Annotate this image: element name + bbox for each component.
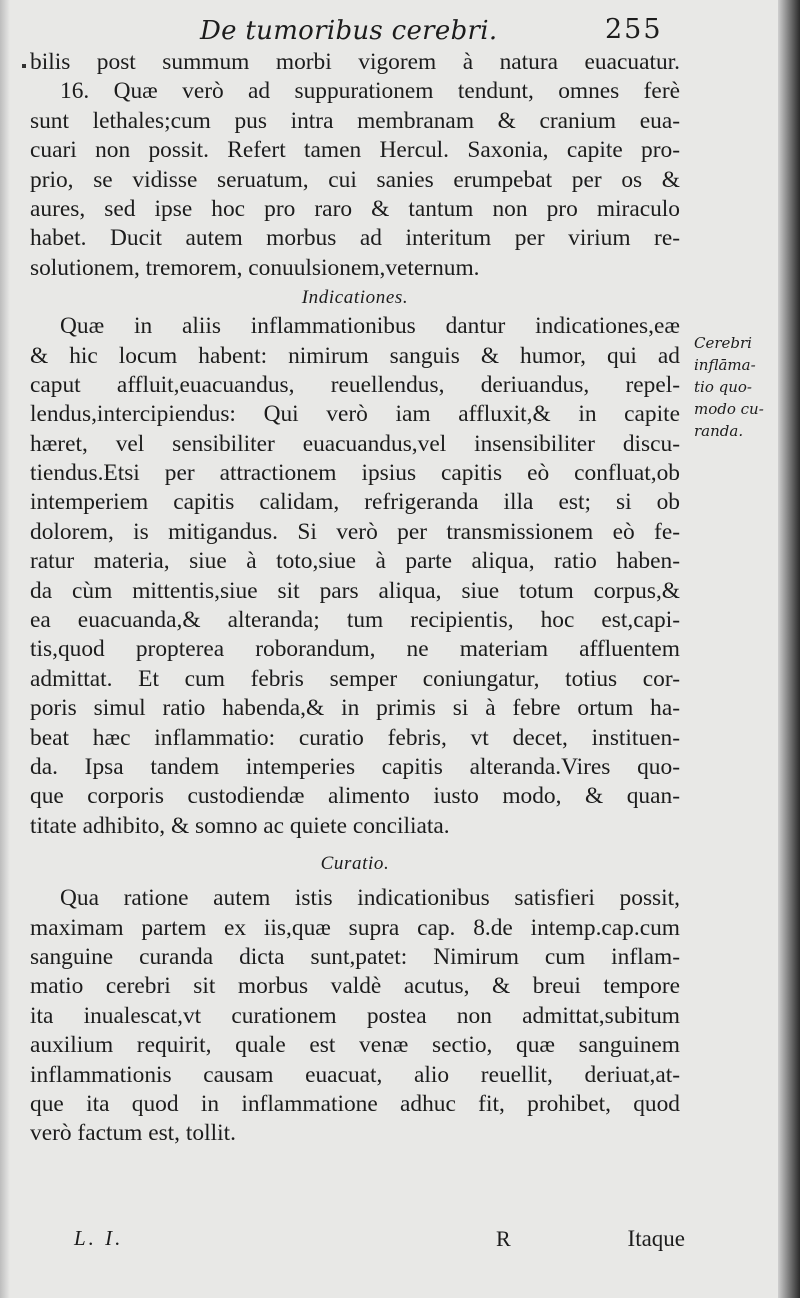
page-left-edge (0, 0, 10, 1298)
text-line: 16. Quæ verò ad suppurationem tendunt, omnes ferè (60, 78, 680, 105)
text-line: que corporis custodiendæ alimento iusto modo, & quan- (30, 783, 680, 810)
catchword: Itaque (627, 1226, 685, 1251)
text-line: da cùm mittentis,siue sit pars aliqua, siue totum corpus,& (30, 577, 680, 604)
signature-mark: L. I. (74, 1226, 124, 1250)
line-mark (22, 64, 26, 68)
text-line: aures, sed ipse hoc pro raro & tantum non pro miraculo (30, 195, 680, 222)
text-line: sanguine curanda dicta sunt,patet: Nimirum cum inflam- (30, 943, 680, 970)
marginal-note-line: modo cu- (694, 400, 764, 418)
text-line: prio, se vidisse seruatum, cui sanies erumpebat per os & (30, 166, 680, 193)
text-line: Quæ in aliis inflammationibus dantur indicationes,eæ (60, 313, 680, 340)
text-line: caput affluit,euacuandus, reuellendus, deriuandus, repel- (30, 371, 680, 398)
text-line: solutionem, tremorem, conuulsionem,veternum. (30, 254, 480, 281)
text-line: titate adhibito, & somno ac quiete conciliata. (30, 812, 450, 839)
text-line: poris simul ratio habenda,& in primis si à febre ortum ha- (30, 695, 680, 722)
section-heading-indications: Indicationes. (301, 287, 409, 309)
text-line: admittat. Et cum febris semper coniungatur, totius cor- (30, 665, 680, 692)
text-line: dolorem, is mitigandus. Si verò per transmissionem eò fe- (30, 518, 680, 545)
text-line: que ita quod in inflammatione adhuc fit, prohibet, quod (30, 1090, 680, 1117)
binding-shadow (778, 0, 800, 1298)
text-line: ratur materia, siue à toto,siue à parte aliqua, ratio haben- (30, 548, 680, 575)
text-line: & hic locum habent: nimirum sanguis & humor, qui ad (30, 342, 680, 369)
text-line: tiendus.Etsi per attractionem ipsius capitis eò confluat,ob (30, 460, 680, 487)
marginal-note-line: Cerebri (694, 334, 752, 352)
marginal-note-line: tio quo- (694, 378, 752, 396)
section-heading-curatio: Curatio. (320, 853, 390, 875)
text-line: auxilium requirit, quale est venæ sectio, quæ sanguinem (30, 1032, 680, 1059)
page-number: 255 (605, 14, 663, 45)
marginal-note-line: randa. (694, 422, 744, 440)
text-line: ea euacuanda,& alteranda; tum recipientis, hoc est,capi- (30, 607, 680, 634)
text-line: Qua ratione autem istis indicationibus satisfieri possit, (60, 885, 680, 912)
text-line: ita inualescat,vt curationem postea non admittat,subitum (30, 1002, 680, 1029)
text-line: matio cerebri sit morbus valdè acutus, & breui tempore (30, 973, 680, 1000)
text-line: cuari non possit. Refert tamen Hercul. Saxonia, capite pro- (30, 137, 680, 164)
text-line: habet. Ducit autem morbus ad interitum per virium re- (30, 225, 680, 252)
text-line: sunt lethales;cum pus intra membranam & cranium eua- (30, 107, 680, 134)
text-line: lendus,intercipiendus: Qui verò iam affluxit,& in capite (30, 401, 680, 428)
text-line: da. Ipsa tandem intemperies capitis alteranda.Vires quo- (30, 753, 680, 780)
marginal-note-line: inflāma- (694, 356, 756, 374)
text-line: maximam partem ex iis,quæ supra cap. 8.de intemp.cap.cum (30, 914, 680, 941)
gathering-letter: R (496, 1226, 511, 1251)
page-footer (30, 1224, 685, 1258)
marginal-note (694, 332, 774, 442)
text-line: beat hæc inflammatio: curatio febris, vt decet, instituen- (30, 724, 680, 751)
text-line: inflammationis causam euacuat, alio reuellit, deriuat,at- (30, 1061, 680, 1088)
text-line: bilis post summum morbi vigorem à natura euacuatur. (30, 49, 680, 75)
running-title: De tumoribus cerebri. (200, 16, 498, 46)
text-line: intemperiem capitis calidam, refrigeranda illa est; si ob (30, 489, 680, 516)
text-line: tis,quod propterea roborandum, ne materiam affluentem (30, 636, 680, 663)
text-line: verò factum est, tollit. (30, 1120, 236, 1147)
main-text (30, 48, 680, 1149)
text-line: hæret, vel sensibiliter euacuandus,vel insensibiliter discu- (30, 430, 680, 457)
